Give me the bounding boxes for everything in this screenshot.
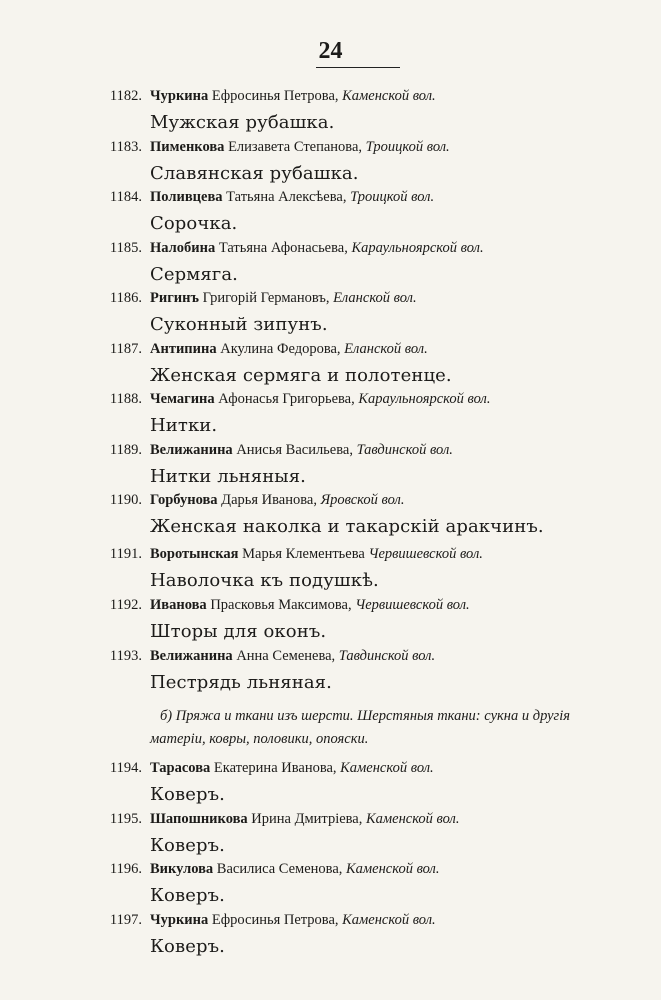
entry-surname: Чуркина <box>150 912 209 928</box>
entry-surname: Шапошникова <box>150 811 248 827</box>
entry-region: Каменской вол. <box>342 88 436 104</box>
entry-item: Славянская рубашка. <box>150 163 359 184</box>
entry-exhibitor <box>150 492 404 509</box>
entry-exhibitor <box>150 912 436 929</box>
entry-surname: Велижанина <box>150 442 233 458</box>
entry-surname: Викулова <box>150 861 214 877</box>
entry-given-name: Григорій Германовъ, <box>202 290 330 306</box>
entry-region: Червишевской вол. <box>355 597 470 613</box>
entry-given-name: Василиса Семенова, <box>216 861 343 877</box>
entry-number: 1187. <box>109 341 142 357</box>
entry-number: 1185. <box>109 240 142 256</box>
entry-number: 1195. <box>109 811 142 827</box>
entry-region: Каменской вол. <box>342 912 436 928</box>
entry-region: Караульноярской вол. <box>351 240 484 256</box>
entry-surname: Пименкова <box>150 139 225 155</box>
page-number-rule <box>316 67 400 68</box>
entry-number: 1189. <box>109 442 142 458</box>
entry-item: Сермяга. <box>150 264 238 285</box>
entry-region: Яровской вол. <box>320 492 405 508</box>
entry-surname: Поливцева <box>150 189 223 205</box>
entry-exhibitor <box>150 597 470 614</box>
entry-given-name: Анисья Васильева, <box>236 442 353 458</box>
entry-given-name: Елизавета Степанова, <box>228 139 363 155</box>
entry-surname: Чемагина <box>150 391 215 407</box>
entry-exhibitor <box>150 811 460 828</box>
entry-item: Женская сермяга и полотенце. <box>150 365 452 386</box>
entry-item: Нитки. <box>150 415 218 436</box>
entry-region: Еланской вол. <box>344 341 428 357</box>
entry-region: Тавдинской вол. <box>356 442 453 458</box>
entry-region: Еланской вол. <box>333 290 417 306</box>
entry-given-name: Дарья Иванова, <box>221 492 317 508</box>
entry-exhibitor <box>150 341 428 358</box>
entry-region: Каменской вол. <box>366 811 460 827</box>
entry-item: Коверъ. <box>150 936 225 957</box>
entry-given-name: Акулина Федорова, <box>220 341 341 357</box>
entry-surname: Тарасова <box>150 760 211 776</box>
entry-item: Наволочка къ подушкѣ. <box>150 570 379 591</box>
entry-item: Суконный зипунъ. <box>150 314 328 335</box>
entry-item: Шторы для оконъ. <box>150 621 327 642</box>
entry-region: Троицкой вол. <box>350 189 435 205</box>
entry-exhibitor <box>150 442 453 459</box>
entry-surname: Горбунова <box>150 492 218 508</box>
entry-number: 1192. <box>109 597 142 613</box>
entry-exhibitor <box>150 88 436 105</box>
entry-number: 1186. <box>109 290 142 306</box>
entry-given-name: Ефросинья Петрова, <box>211 88 339 104</box>
entry-item: Коверъ. <box>150 885 225 906</box>
entry-exhibitor <box>150 391 490 408</box>
entry-number: 1197. <box>109 912 142 928</box>
entry-given-name: Прасковья Максимова, <box>210 597 352 613</box>
entry-surname: Налобина <box>150 240 216 256</box>
entry-number: 1196. <box>109 861 142 877</box>
entry-region: Червишевской вол. <box>368 546 483 562</box>
entry-exhibitor <box>150 290 417 307</box>
entry-number: 1193. <box>109 648 142 664</box>
entry-number: 1188. <box>109 391 142 407</box>
entry-surname: Чуркина <box>150 88 209 104</box>
entry-region: Каменской вол. <box>340 760 434 776</box>
page-number: 24 <box>318 38 343 64</box>
entry-number: 1182. <box>109 88 142 104</box>
entry-exhibitor <box>150 189 434 206</box>
entry-item: Мужская рубашка. <box>150 112 335 133</box>
entry-surname: Иванова <box>150 597 207 613</box>
entry-given-name: Афонасья Григорьева, <box>218 391 355 407</box>
entry-number: 1184. <box>109 189 142 205</box>
entry-exhibitor <box>150 546 483 563</box>
entry-item: Нитки льняныя. <box>150 466 307 487</box>
entry-given-name: Ефросинья Петрова, <box>211 912 339 928</box>
entry-item: Пестрядь льняная. <box>150 672 332 693</box>
entry-given-name: Татьяна Афонасьева, <box>218 240 348 256</box>
entry-surname: Воротынская <box>150 546 239 562</box>
entry-exhibitor <box>150 240 484 257</box>
entry-region: Каменской вол. <box>346 861 440 877</box>
entry-item: Сорочка. <box>150 213 238 234</box>
entry-given-name: Анна Семенева, <box>236 648 336 664</box>
entry-exhibitor <box>150 760 434 777</box>
entry-number: 1194. <box>109 760 142 776</box>
entry-region: Тавдинской вол. <box>338 648 436 664</box>
entry-number: 1183. <box>109 139 142 155</box>
entry-given-name: Татьяна Алексѣева, <box>226 189 347 205</box>
entry-surname: Антипина <box>150 341 217 357</box>
entry-region: Троицкой вол. <box>365 139 450 155</box>
entry-number: 1191. <box>109 546 142 562</box>
entry-exhibitor <box>150 648 435 665</box>
entry-item: Женская наколка и такарскій аракчинъ. <box>150 516 544 537</box>
entry-given-name: Ирина Дмитріева, <box>251 811 363 827</box>
entry-surname: Ригинъ <box>150 290 199 306</box>
entry-given-name: Марья Клементьева <box>242 546 365 562</box>
entry-exhibitor <box>150 139 450 156</box>
section-heading: б) Пряжа и ткани изъ шерсти. Шерстяныя ткани: сукна и другія матеріи, ковры, половики, опояски. <box>150 708 570 747</box>
entry-item: Коверъ. <box>150 835 225 856</box>
entry-given-name: Екатерина Иванова, <box>213 760 337 776</box>
entry-region: Караульноярской вол. <box>358 391 491 407</box>
entry-exhibitor <box>150 861 440 878</box>
entry-surname: Велижанина <box>150 648 233 664</box>
entry-item: Коверъ. <box>150 784 225 805</box>
entry-number: 1190. <box>109 492 142 508</box>
